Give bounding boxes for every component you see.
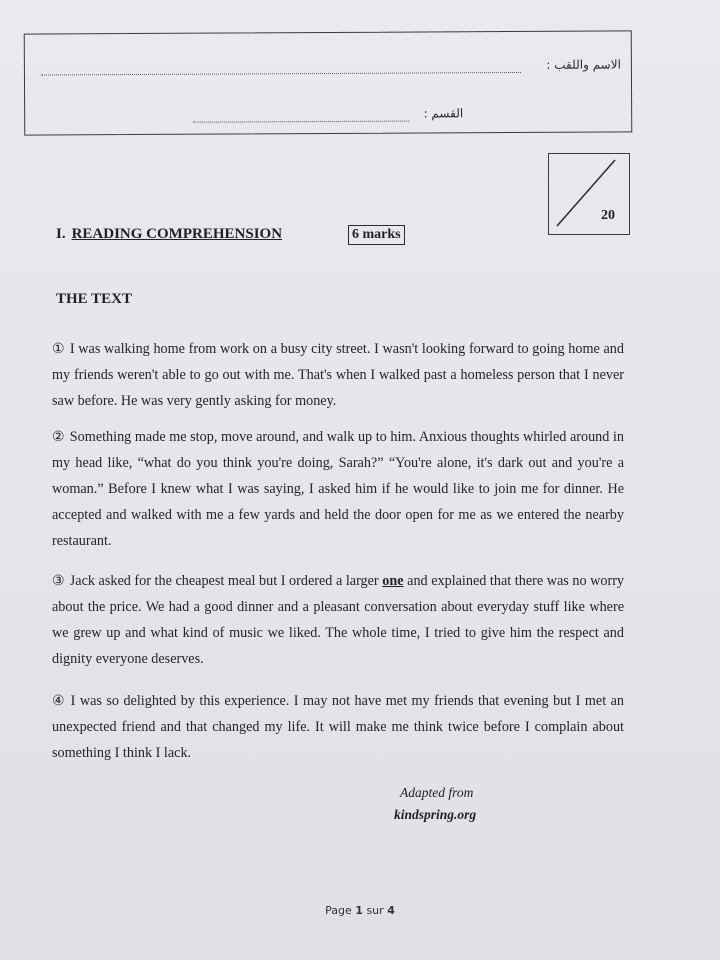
paragraph-number: ① (52, 341, 65, 357)
footer-page: 1 (355, 904, 363, 917)
footer-total: 4 (387, 904, 395, 917)
source-line-2: kindspring.org (394, 807, 477, 822)
score-slash (549, 154, 629, 234)
paragraph-text: Something made me stop, move around, and walk up to him. Anxious thoughts whirled around in my head like, “what do you think you're doing, Sarah?” “You're alone, it's dark out and you're a woman.” Before I knew what I was saying, I asked him if he would like to join me for dinner. He accepted and walked with me a few yards and held the door open for me as we entered the nearby restaurant. (52, 429, 624, 549)
paragraph-text: I was walking home from work on a busy city street. I wasn't looking forward to going home and my friends weren't able to go out with me. That's when I walked past a homeless person that I never saw before. He was very gently asking for money. (52, 341, 624, 409)
text-heading: THE TEXT (56, 291, 133, 307)
name-label: الاسم واللقب : (546, 57, 621, 72)
underlined-word: one (382, 573, 404, 589)
section-number: I. (56, 226, 66, 242)
paragraph-number: ④ (52, 693, 66, 709)
paragraph-3 (52, 568, 624, 672)
section-heading (56, 226, 282, 243)
paragraph-2 (52, 424, 624, 554)
name-fill-line (41, 72, 521, 76)
class-fill-line (193, 121, 409, 123)
student-info-box (24, 30, 633, 135)
footer-prefix: Page (325, 904, 352, 917)
paragraph-text: I was so delighted by this experience. I may not have met my friends that evening but I met an unexpected friend and that changed my life. It will make me think twice before I complain about something I think I lack. (52, 693, 624, 761)
class-label: القسم : (423, 106, 464, 121)
paragraph-text-before: Jack asked for the cheapest meal but I ordered a larger (69, 573, 379, 589)
paragraph-number: ② (52, 429, 65, 445)
marks-badge: 6 marks (348, 225, 405, 245)
paragraph-4 (52, 688, 624, 766)
paragraph-number: ③ (52, 573, 65, 589)
source-line-1: Adapted from (400, 785, 474, 800)
source-citation (394, 782, 477, 826)
paragraph-1 (52, 336, 624, 414)
score-box (548, 153, 630, 235)
paragraph-text-after: and explained that there was no worry about the price. We had a good dinner and a pleasant conversation about everyday stuff like where we grew up and what kind of music we liked. The whole time, I tried to give him the respect and dignity everyone deserves. (52, 573, 625, 667)
score-total: 20 (601, 208, 615, 223)
page-footer (0, 904, 720, 917)
section-title: READING COMPREHENSION (71, 226, 283, 242)
footer-middle: sur (366, 904, 384, 917)
